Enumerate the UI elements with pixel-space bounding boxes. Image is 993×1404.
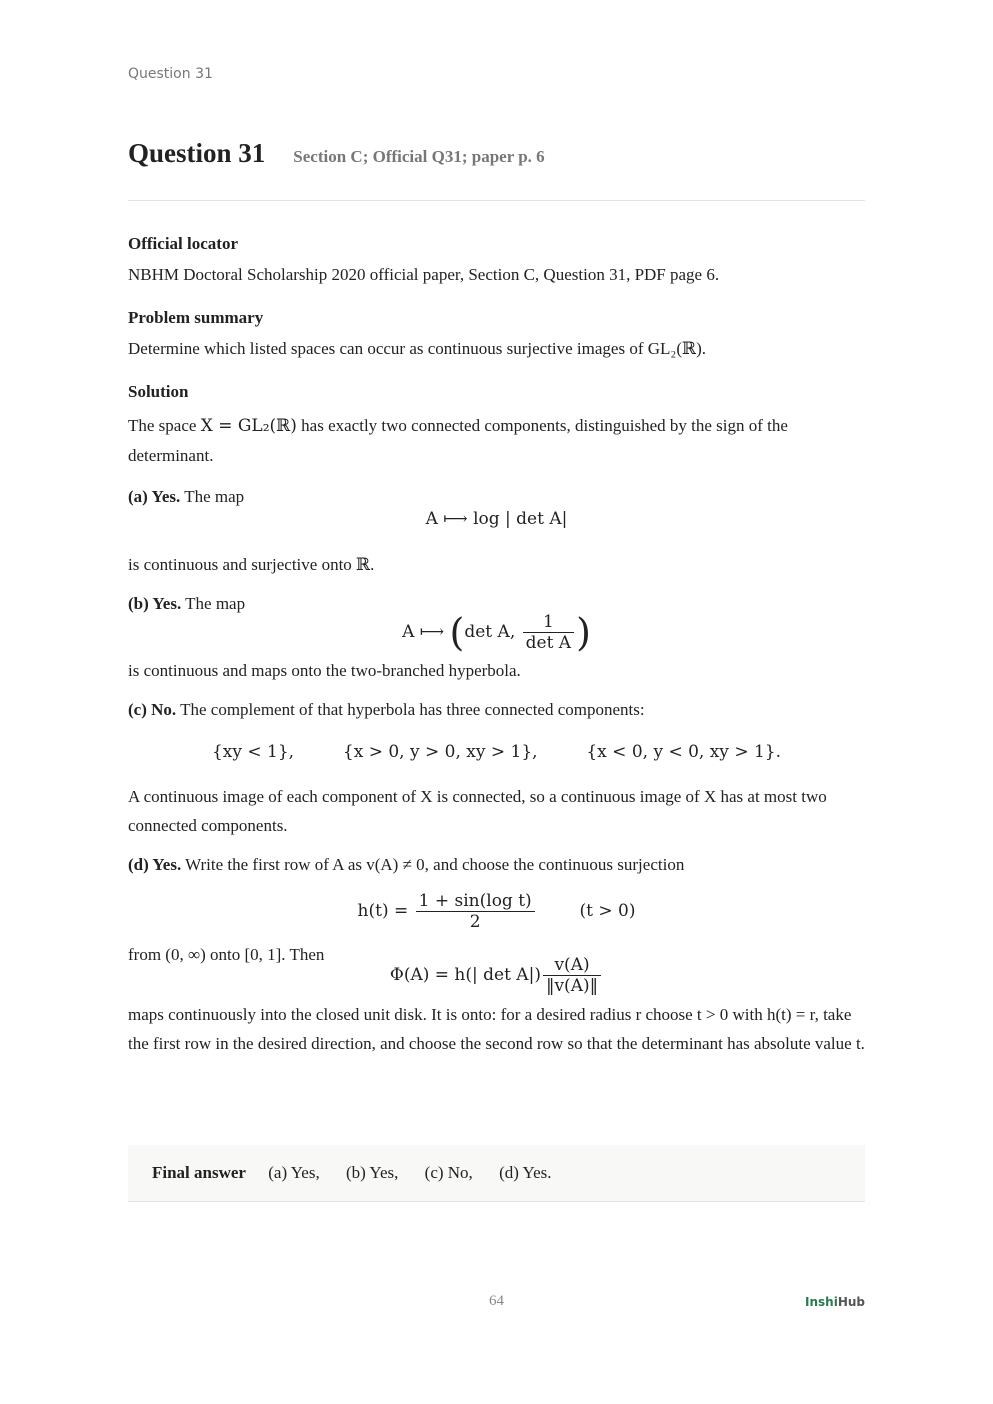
part-d-label: (d) Yes.: [128, 855, 182, 874]
summary-text: Determine which listed spaces can occur as continuous surjective images of GL₂(ℝ).: [128, 339, 707, 358]
part-c-after: A continuous image of each component of X is connected, so a continuous image of X has at most two connected components.: [128, 787, 827, 835]
part-b-left-paren: (: [449, 610, 465, 655]
part-d-h-left: h(t) =: [357, 901, 409, 921]
final-answer-label: Final answer: [152, 1163, 246, 1182]
final-answer-content: [152, 1159, 574, 1187]
solution-intro: [128, 411, 865, 470]
final-answer-item-b: (b) Yes,: [345, 1163, 399, 1182]
solution-intro-math: X = GL₂(ℝ): [200, 416, 297, 436]
part-d-h-display: [128, 891, 865, 932]
part-c-set-2: {x > 0, y > 0, xy > 1},: [342, 742, 538, 762]
solution-heading: Solution: [128, 382, 189, 401]
part-b-fraction: [523, 612, 574, 653]
solution-intro-text-b: has exactly two connected components, distinguished by the sign of the determinant.: [128, 416, 788, 465]
part-d-after: maps continuously into the closed unit disk. It is onto: for a desired radius r choose t > 0 with h(t) = r, take the first row in the desired direction, and choose the second row so that the determinant has absolute value t.: [128, 1005, 865, 1053]
part-c-set-3: {x < 0, y < 0, xy > 1}.: [586, 742, 781, 762]
brand-logo: [805, 1295, 865, 1309]
part-c-label: (c) No.: [128, 700, 177, 719]
part-b-frac-num: 1: [523, 612, 574, 633]
part-d-h-num: 1 + sin(log t): [416, 891, 535, 912]
final-answer-item-a: (a) Yes,: [268, 1163, 320, 1182]
part-b-label: (b) Yes.: [128, 594, 182, 613]
part-c-lead-text: The complement of that hyperbola has three connected components:: [176, 700, 645, 719]
summary-heading: Problem summary: [128, 308, 264, 327]
final-answer-item-c: (c) No,: [424, 1163, 473, 1182]
running-head: Question 31: [128, 66, 213, 82]
part-d-phi-left: Φ(A) = h(| det A|): [389, 965, 541, 985]
part-c-set-1: {xy < 1},: [211, 742, 295, 762]
part-b-right-paren: ): [576, 610, 591, 655]
part-d-h-fraction: [416, 891, 535, 932]
part-d-phi-fraction: [543, 955, 601, 996]
part-d-lead-text: Write the first row of A as v(A) ≠ 0, and choose the continuous surjection: [181, 855, 685, 874]
title-divider: [128, 200, 865, 201]
part-c-lead: [128, 695, 865, 724]
part-d-h-den: 2: [469, 912, 481, 932]
part-b-frac-den: det A: [525, 633, 572, 653]
page-number: 64: [489, 1293, 504, 1309]
content-body: [128, 233, 865, 1058]
part-d-h-condition: (t > 0): [579, 901, 636, 921]
title-row: [128, 138, 865, 169]
solution-intro-text-a: The space: [128, 416, 201, 435]
question-subtitle: Section C; Official Q31; paper p. 6: [293, 147, 545, 166]
part-b-display-left: A ⟼: [402, 622, 445, 642]
part-b-display-inner: det A,: [464, 622, 516, 642]
part-d-lead: [128, 850, 865, 879]
brand-part-2: Hub: [837, 1295, 865, 1309]
brand-part-1: Inshi: [805, 1295, 838, 1309]
final-answer-item-d: (d) Yes.: [499, 1163, 552, 1182]
locator-text: NBHM Doctoral Scholarship 2020 official paper, Section C, Question 31, PDF page 6.: [128, 265, 720, 284]
question-title: Question 31: [128, 138, 266, 168]
part-a-after: is continuous and surjective onto ℝ.: [128, 555, 375, 574]
part-a-display: A ⟼ log | det A|: [425, 509, 568, 529]
part-d-between: from (0, ∞) onto [0, 1]. Then: [128, 945, 325, 964]
part-d-phi-num: v(A): [543, 955, 601, 976]
part-b-lead-text: The map: [181, 594, 246, 613]
final-answer-box: [128, 1145, 865, 1202]
part-a-lead-text: The map: [180, 487, 245, 506]
part-c-sets: [128, 738, 865, 767]
part-d-phi-den: ‖v(A)‖: [545, 976, 599, 996]
part-a-label: (a) Yes.: [128, 487, 181, 506]
part-b-after: is continuous and maps onto the two-branched hyperbola.: [128, 661, 521, 680]
locator-heading: Official locator: [128, 234, 238, 253]
